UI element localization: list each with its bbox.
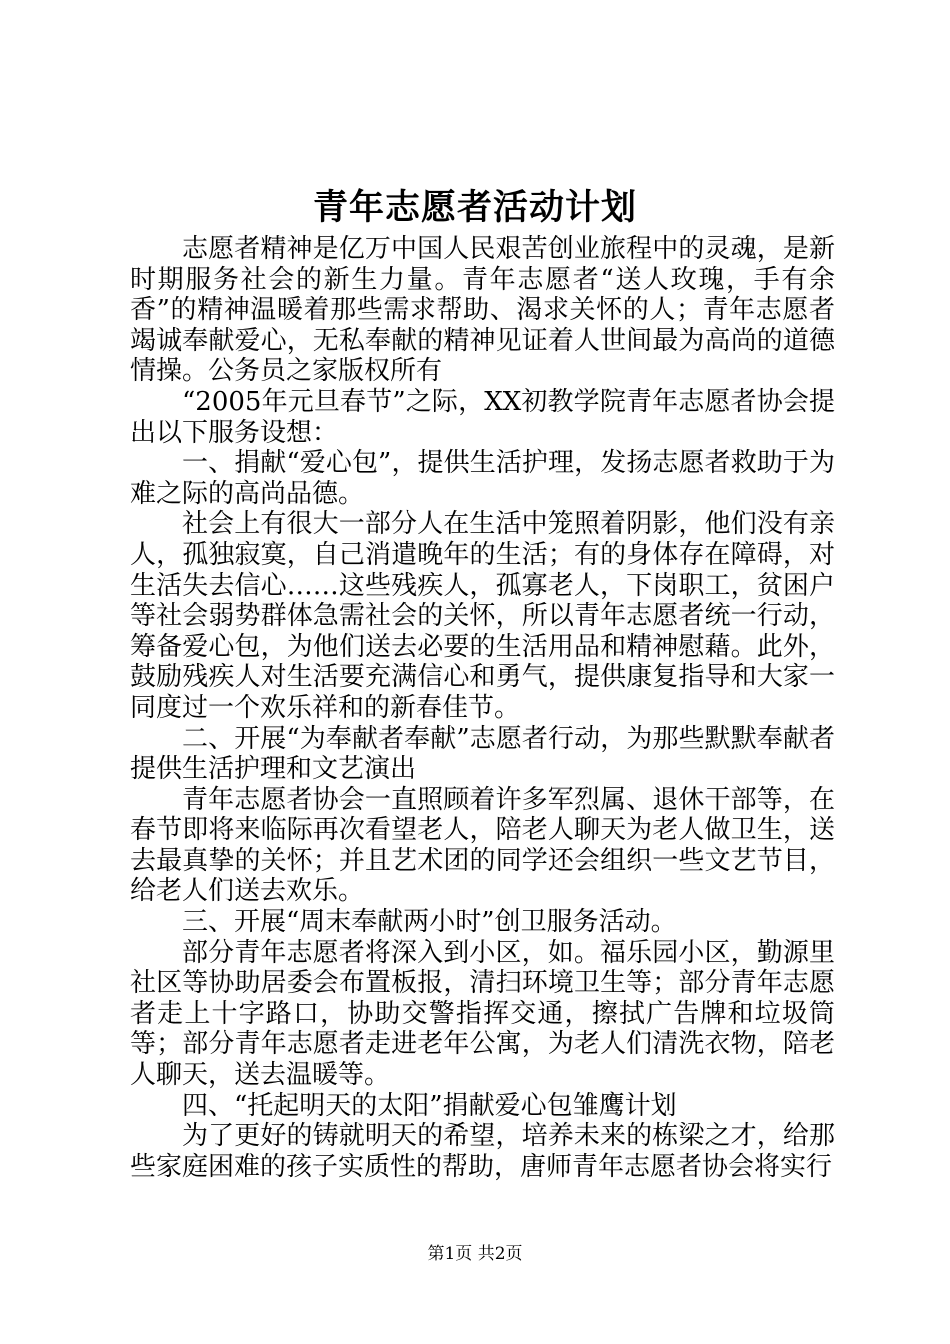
paragraph-section-1: 社会上有很大一部分人在生活中笼照着阴影，他们没有亲人，孤独寂寞，自己消遣晚年的生活；有的身体存在障碍，对生活失去信心……这些残疾人，孤寡老人，下岗职工，贫困户等社会弱势群体急需社会的关怀，所以青年志愿者统一行动，筹备爱心包，为他们送去必要的生活用品和精神慰藉。此外，鼓励残疾人对生活要充满信心和勇气，提供康复指导和大家一同度过一个欢乐祥和的新春佳节。 [130,509,835,723]
paragraph-section-4: 为了更好的铸就明天的希望，培养未来的栋梁之才，给那些家庭困难的孩子实质性的帮助，唐师青年志愿者协会将实行 [130,1121,835,1182]
section-heading-2: 二、开展“为奉献者奉献”志愿者行动，为那些默默奉献者提供生活护理和文艺演出 [130,723,835,785]
document-title: 青年志愿者活动计划 [312,187,637,228]
section-heading-4: 四、“托起明天的太阳”捐献爱心包雏鹰计划 [182,1090,677,1121]
paragraph-intro: 志愿者精神是亿万中国人民艰苦创业旅程中的灵魂，是新时期服务社会的新生力量。青年志愿者“送人玫瑰，手有余香”的精神温暖着那些需求帮助、渴求关怀的人；青年志愿者竭诚奉献爱心，无私奉献的精神见证着人世间最为高尚的道德情操。公务员之家版权所有 [130,234,835,387]
document-body [130,234,835,1182]
section-heading-3: 三、开展“周末奉献两小时”创卫服务活动。 [182,907,677,938]
paragraph-plan-intro: “2005年元旦春节”之际，XX初教学院青年志愿者协会提出以下服务设想： [130,386,835,448]
paragraph-section-2: 青年志愿者协会一直照顾着许多军烈属、退休干部等，在春节即将来临际再次看望老人，陪老人聊天为老人做卫生，送去最真挚的关怀；并且艺术团的同学还会组织一些文艺节目，给老人们送去欢乐。 [130,784,835,907]
page-number-footer: 第1页 共2页 [427,1244,523,1264]
section-heading-1: 一、捐献“爱心包”，提供生活护理，发扬志愿者救助于为难之际的高尚品德。 [130,448,835,509]
paragraph-section-3: 部分青年志愿者将深入到小区，如。福乐园小区，勤源里社区等协助居委会布置板报，清扫环境卫生等；部分青年志愿者走上十字路口，协助交警指挥交通，擦拭广告牌和垃圾筒等；部分青年志愿者走进老年公寓，为老人们清洗衣物，陪老人聊天，送去温暖等。 [130,937,835,1091]
